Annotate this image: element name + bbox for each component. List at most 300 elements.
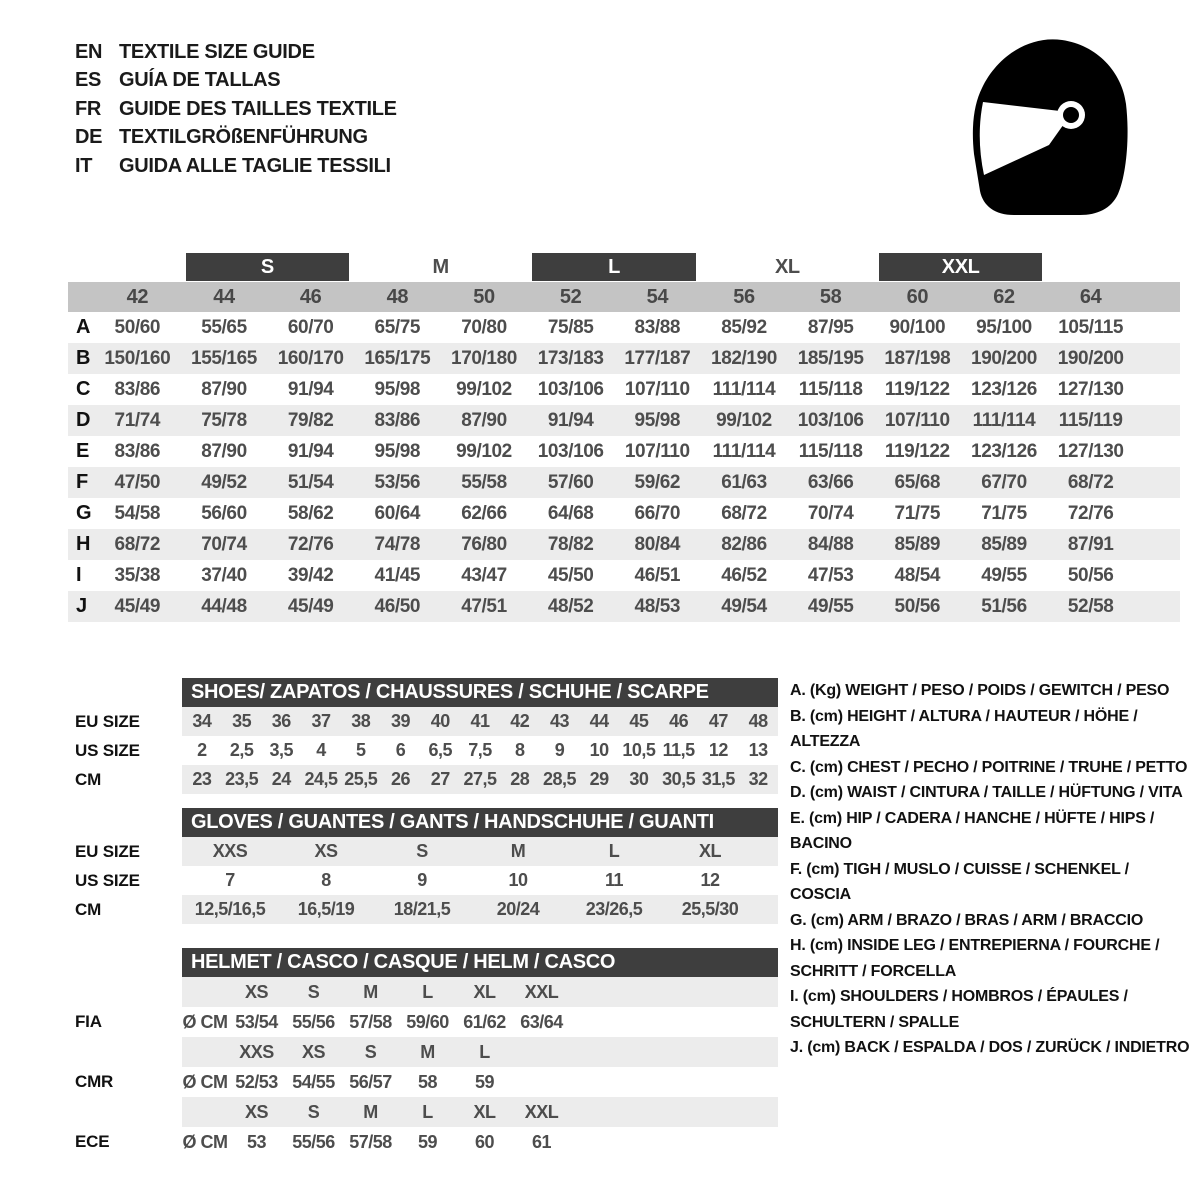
helmet-unit-cell: Ø CM (182, 1131, 228, 1152)
measurement-cell: 99/102 (456, 440, 512, 462)
measurement-cell: 49/55 (981, 564, 1027, 586)
measurement-cell: 68/72 (721, 502, 767, 524)
helmet-value-cell: 59 (474, 1071, 495, 1092)
helmet-size-label-cell: XS (244, 1101, 268, 1122)
size-value-cell: 32 (748, 769, 768, 789)
measurement-cell: 46/50 (374, 595, 421, 617)
apparel-row-b (68, 343, 1180, 374)
shoes-row-label: US SIZE (75, 740, 140, 760)
helmet-unit-spacer (182, 977, 228, 1007)
measurement-cell: 85/89 (894, 533, 941, 555)
helmet-size-cells (182, 1037, 778, 1067)
measurement-cell: 55/58 (461, 471, 507, 493)
measurement-cell: 80/84 (634, 533, 681, 555)
measurement-cell: 173/183 (537, 347, 604, 369)
row-letter: C (76, 378, 91, 400)
helmet-size-label-cell: M (363, 981, 378, 1002)
shoes-cells (182, 707, 778, 736)
size-value-cell: 2,5 (229, 740, 254, 760)
helmet-value-cell: 53/54 (235, 1011, 278, 1032)
size-value-cell: 7 (225, 870, 235, 890)
size-value-cell: 24,5 (304, 769, 338, 789)
measurement-cell: 54/58 (114, 502, 161, 524)
helmet-size-label-cell: XS (301, 1041, 325, 1062)
measurement-legend (790, 678, 1194, 1061)
measurement-cell: 123/126 (971, 378, 1037, 400)
measurement-cell: 48/52 (547, 595, 594, 617)
measurement-cell: 83/86 (374, 409, 421, 431)
helmet-size-row-cmr (70, 1037, 778, 1067)
measurement-cell: 95/98 (634, 409, 681, 431)
apparel-row-f (68, 467, 1180, 498)
size-value-cell: 23 (192, 769, 212, 789)
language-title-block (75, 38, 397, 181)
measurement-cell: 61/63 (721, 471, 767, 493)
legend-item-f: F. (cm) TIGH / MUSLO / CUISSE / SCHENKEL / COSCIA (790, 860, 1129, 903)
size-group-label-xl: XL (774, 255, 800, 278)
measurement-cell: 76/80 (461, 533, 507, 555)
size-group-spacer (68, 252, 181, 282)
size-value-cell: 35 (232, 711, 252, 731)
helmet-size-label-cell: S (307, 981, 320, 1002)
helmet-standard-label: FIA (75, 1012, 102, 1031)
numeric-band-spacer (68, 282, 94, 312)
helmet-value-cell: 59 (417, 1131, 438, 1152)
helmet-unit-spacer (182, 1037, 228, 1067)
measurement-cell: 46/52 (721, 564, 767, 586)
measurement-cell: 70/74 (201, 533, 247, 555)
size-value-cell: 16,5/19 (297, 899, 355, 919)
size-value-cell: 46 (669, 711, 689, 731)
helmet-size-label-cell: XS (244, 981, 268, 1002)
gloves-section (70, 808, 778, 924)
helmet-value-cell: 55/56 (292, 1011, 335, 1032)
measurement-cell: 187/198 (884, 347, 951, 369)
measurement-cell: 103/106 (537, 378, 604, 400)
helmet-size-label-cell: L (422, 1101, 433, 1122)
size-value-cell: 44 (589, 711, 609, 731)
measurement-cell: 127/130 (1057, 440, 1124, 462)
language-row (75, 152, 397, 181)
measurement-cell: 83/86 (114, 378, 161, 400)
measurement-cell: 50/56 (894, 595, 941, 617)
apparel-row-i (68, 560, 1180, 591)
measurement-cell: 65/75 (374, 316, 421, 338)
size-value-cell: 30 (629, 769, 649, 789)
apparel-row-h (68, 529, 1180, 560)
numeric-size-cell: 42 (126, 285, 149, 308)
row-letter: F (76, 471, 88, 493)
gloves-cells (182, 866, 778, 895)
numeric-size-cell: 46 (299, 285, 322, 308)
language-code: EN (75, 40, 103, 63)
size-value-cell: 45 (629, 711, 649, 731)
numeric-size-cell: 56 (733, 285, 755, 308)
gloves-cells (182, 895, 778, 924)
helmet-size-label-cell: S (364, 1041, 377, 1062)
helmet-value-cell: 60 (474, 1131, 495, 1152)
measurement-cell: 107/110 (624, 378, 690, 400)
gloves-row-eu-size (70, 837, 778, 866)
language-code: ES (75, 69, 102, 92)
size-value-cell: 12 (700, 870, 720, 890)
legend-item-e: E. (cm) HIP / CADERA / HANCHE / HÜFTE / HIPS / BACINO (790, 809, 1155, 852)
measurement-cell: 119/122 (884, 378, 950, 400)
language-code: IT (75, 154, 93, 177)
helmet-value-cell: 61/62 (463, 1011, 506, 1032)
measurement-cell: 91/94 (287, 440, 334, 462)
size-value-cell: 28,5 (542, 769, 576, 789)
size-group-spacer (1047, 252, 1134, 282)
measurement-cell: 55/65 (201, 316, 247, 338)
measurement-cell: 47/50 (114, 471, 161, 493)
measurement-cell: 51/56 (981, 595, 1027, 617)
size-value-cell: S (416, 841, 428, 861)
helmet-size-label-cell (513, 1037, 570, 1067)
measurement-cell: 67/70 (981, 471, 1027, 493)
measurement-cell: 49/54 (721, 595, 767, 617)
size-value-cell: 41 (470, 711, 490, 731)
helmet-value-cell: 59/60 (406, 1011, 449, 1032)
size-value-cell: 39 (391, 711, 411, 731)
measurement-cell: 78/82 (547, 533, 594, 555)
measurement-cell: 53/56 (374, 471, 421, 493)
measurement-cell: 45/49 (114, 595, 161, 617)
measurement-cell: 99/102 (716, 409, 772, 431)
helmet-value-cell: 52/53 (235, 1071, 278, 1092)
size-value-cell: 11,5 (662, 740, 695, 760)
numeric-size-cell: 64 (1079, 285, 1102, 308)
language-row (75, 38, 397, 67)
numeric-size-cell: 62 (993, 285, 1015, 308)
helmet-unit-cell: Ø CM (182, 1071, 228, 1092)
row-letter: D (76, 409, 91, 431)
language-title: GUIDE DES TAILLES TEXTILE (119, 97, 397, 120)
measurement-cell: 52/58 (1067, 595, 1114, 617)
helmet-size-label-cell: L (479, 1041, 490, 1062)
legend-item-b: B. (cm) HEIGHT / ALTURA / HAUTEUR / HÖHE / ALTEZZA (790, 707, 1138, 750)
measurement-cell: 82/86 (721, 533, 767, 555)
measurement-cell: 87/90 (461, 409, 507, 431)
helmet-value-cell: 58 (417, 1071, 438, 1092)
legend-item-j: J. (cm) BACK / ESPALDA / DOS / ZURÜCK / INDIETRO (790, 1039, 1190, 1056)
size-value-cell: XL (698, 841, 721, 861)
measurement-cell: 83/86 (114, 440, 161, 462)
helmet-value-row-fia (70, 1007, 778, 1037)
size-value-cell: 23,5 (225, 769, 259, 789)
size-value-cell: 36 (271, 711, 291, 731)
size-value-cell: 25,5 (344, 769, 378, 789)
helmet-size-row-spacer (70, 977, 182, 1007)
measurement-cell: 46/51 (634, 564, 681, 586)
measurement-cell: 74/78 (374, 533, 421, 555)
apparel-row-c (68, 374, 1180, 405)
shoes-row-label: CM (75, 769, 102, 789)
shoes-cells (182, 736, 778, 765)
numeric-size-row (68, 282, 1180, 312)
legend-item-d: D. (cm) WAIST / CINTURA / TAILLE / HÜFTUNG / VITA (790, 784, 1183, 801)
legend-item-g: G. (cm) ARM / BRAZO / BRAS / ARM / BRACCIO (790, 911, 1144, 929)
size-value-cell: 43 (549, 711, 569, 731)
measurement-cell: 48/54 (894, 564, 941, 586)
language-row (75, 95, 397, 124)
measurement-cell: 68/72 (114, 533, 161, 555)
size-value-cell: 40 (430, 711, 450, 731)
language-row (75, 67, 397, 96)
helmet-unit-cell: Ø CM (182, 1011, 228, 1032)
row-letter: J (76, 595, 87, 617)
row-letter: E (76, 440, 89, 462)
helmet-section (70, 948, 778, 1158)
measurement-cell: 95/98 (374, 440, 421, 462)
size-value-cell: 47 (708, 711, 728, 731)
measurement-cell: 160/170 (277, 347, 344, 369)
measurement-cell: 58/62 (287, 502, 334, 524)
racing-helmet-icon (970, 36, 1130, 216)
numeric-size-cell: 44 (213, 285, 235, 308)
helmet-size-row-ece (70, 1097, 778, 1127)
size-value-cell: 27 (430, 769, 450, 789)
size-value-cell: 29 (589, 769, 609, 789)
measurement-cell: 59/62 (634, 471, 681, 493)
legend-item-c: C. (cm) CHEST / PECHO / POITRINE / TRUHE / PETTO (790, 758, 1188, 776)
helmet-standard-label: CMR (75, 1072, 114, 1091)
measurement-cell: 85/92 (721, 316, 767, 338)
measurement-cell: 127/130 (1057, 378, 1124, 400)
helmet-size-row-spacer (70, 1097, 182, 1127)
measurement-cell: 123/126 (971, 440, 1037, 462)
helmet-size-row-spacer (70, 1037, 182, 1067)
legend-item-i: I. (cm) SHOULDERS / HOMBROS / ÉPAULES / SCHULTERN / SPALLE (790, 988, 1128, 1031)
size-value-cell: L (608, 841, 620, 861)
measurement-cell: 57/60 (547, 471, 594, 493)
measurement-cell: 90/100 (889, 316, 946, 338)
measurement-cell: 75/85 (547, 316, 594, 338)
gloves-cells (182, 837, 778, 866)
measurement-cell: 103/106 (537, 440, 604, 462)
shoes-section-header: SHOES/ ZAPATOS / CHAUSSURES / SCHUHE / SCARPE (182, 678, 778, 707)
size-group-label-s: S (186, 253, 349, 281)
measurement-cell: 72/76 (1067, 502, 1114, 524)
measurement-cell: 68/72 (1067, 471, 1114, 493)
apparel-size-table (68, 252, 1180, 622)
helmet-value-cell: 57/58 (349, 1011, 392, 1032)
measurement-cell: 115/118 (798, 440, 863, 462)
language-code: DE (75, 126, 103, 149)
helmet-size-label-cell: XXL (524, 1101, 559, 1122)
helmet-value-cell: 61 (531, 1131, 552, 1152)
size-value-cell: 13 (748, 740, 768, 760)
measurement-cell: 41/45 (374, 564, 421, 586)
size-value-cell: 4 (316, 740, 326, 760)
size-group-header-row (68, 252, 1180, 282)
size-value-cell: 12 (708, 740, 728, 760)
numeric-size-cell: 58 (819, 285, 842, 308)
helmet-value-row-ece (70, 1127, 778, 1157)
language-title: TEXTILE SIZE GUIDE (119, 40, 315, 63)
size-value-cell: 11 (604, 870, 624, 890)
helmet-value-cell: 57/58 (349, 1131, 392, 1152)
apparel-row-d (68, 405, 1180, 436)
measurement-cell: 50/56 (1067, 564, 1114, 586)
size-value-cell: 20/24 (496, 899, 540, 919)
measurement-cell: 115/119 (1058, 409, 1123, 431)
size-value-cell: 6,5 (428, 740, 453, 760)
row-letter: A (76, 316, 91, 338)
helmet-value-cell: 55/56 (292, 1131, 335, 1152)
helmet-size-label-cell: XXS (239, 1041, 274, 1062)
size-value-cell: 30,5 (662, 769, 696, 789)
measurement-cell: 62/66 (461, 502, 507, 524)
measurement-cell: 70/74 (807, 502, 854, 524)
measurement-cell: 70/80 (461, 316, 507, 338)
helmet-size-label-cell: M (363, 1101, 378, 1122)
size-value-cell: 28 (510, 769, 530, 789)
language-title: GUIDA ALLE TAGLIE TESSILI (119, 154, 391, 177)
measurement-cell: 45/50 (547, 564, 594, 586)
measurement-cell: 44/48 (201, 595, 247, 617)
helmet-standard-label: ECE (75, 1132, 110, 1151)
helmet-value-cell: 53 (246, 1131, 267, 1152)
legend-item-a: A. (Kg) WEIGHT / PESO / POIDS / GEWITCH / PESO (790, 682, 1170, 699)
measurement-cell: 48/53 (634, 595, 681, 617)
measurement-cell: 119/122 (884, 440, 950, 462)
size-value-cell: 2 (197, 740, 207, 760)
language-code: FR (75, 97, 102, 120)
shoes-cells (182, 765, 778, 794)
measurement-cell: 37/40 (201, 564, 247, 586)
size-value-cell: 38 (351, 711, 371, 731)
measurement-cell: 91/94 (287, 378, 334, 400)
measurement-cell: 87/95 (807, 316, 854, 338)
measurement-cell: 39/42 (287, 564, 334, 586)
measurement-cell: 71/75 (894, 502, 941, 524)
measurement-cell: 95/98 (374, 378, 421, 400)
helmet-size-label-cell: XXL (524, 981, 559, 1002)
measurement-cell: 155/165 (191, 347, 257, 369)
gloves-row-label: EU SIZE (75, 841, 140, 861)
measurement-cell: 87/91 (1067, 533, 1114, 555)
measurement-cell: 49/55 (807, 595, 854, 617)
measurement-cell: 190/200 (1057, 347, 1124, 369)
language-row (75, 124, 397, 153)
gloves-row-label: CM (75, 899, 102, 919)
measurement-cell: 65/68 (894, 471, 941, 493)
shoes-row-cm (70, 765, 778, 794)
helmet-size-label-cell: XL (473, 981, 496, 1002)
row-letter: H (76, 533, 91, 555)
size-value-cell: 48 (748, 711, 768, 731)
apparel-row-g (68, 498, 1180, 529)
measurement-cell: 103/106 (797, 409, 864, 431)
measurement-cell: 50/60 (114, 316, 161, 338)
gloves-row-label: US SIZE (75, 870, 140, 890)
size-value-cell: 8 (321, 870, 331, 890)
measurement-cell: 170/180 (451, 347, 517, 369)
numeric-size-cell: 50 (473, 285, 495, 308)
numeric-size-cell: 60 (906, 285, 929, 308)
measurement-cell: 56/60 (201, 502, 247, 524)
language-title: GUÍA DE TALLAS (119, 69, 281, 92)
measurement-cell: 87/90 (201, 378, 247, 400)
shoes-row-us-size (70, 736, 778, 765)
size-value-cell: 9 (554, 740, 565, 760)
measurement-cell: 35/38 (114, 564, 161, 586)
measurement-cell: 95/100 (976, 316, 1032, 338)
measurement-cell: 63/66 (807, 471, 854, 493)
legend-item-h: H. (cm) INSIDE LEG / ENTREPIERNA / FOURCHE / SCHRITT / FORCELLA (790, 937, 1160, 980)
apparel-row-e (68, 436, 1180, 467)
measurement-cell: 85/89 (981, 533, 1027, 555)
helmet-size-label-cell: L (422, 981, 433, 1002)
helmet-value-row-cmr (70, 1067, 778, 1097)
helmet-size-label-cell: S (307, 1101, 320, 1122)
measurement-cell: 43/47 (461, 564, 507, 586)
size-value-cell: 8 (514, 740, 525, 760)
measurement-cell: 111/114 (712, 378, 776, 400)
measurement-cell: 71/75 (981, 502, 1027, 524)
numeric-size-cell: 48 (386, 285, 409, 308)
measurement-cell: 64/68 (547, 502, 594, 524)
helmet-unit-spacer (182, 1097, 228, 1127)
size-value-cell: 34 (192, 711, 212, 731)
measurement-cell: 51/54 (287, 471, 334, 493)
size-value-cell: 37 (311, 711, 331, 731)
size-value-cell: 24 (271, 769, 291, 789)
size-value-cell: 18/21,5 (393, 899, 451, 919)
size-value-cell: 31,5 (701, 769, 735, 789)
measurement-cell: 75/78 (201, 409, 247, 431)
size-group-label-m: M (432, 255, 449, 278)
size-value-cell: 23/26,5 (585, 899, 643, 919)
helmet-value-cell: 63/64 (520, 1011, 563, 1032)
measurement-cell: 107/110 (884, 409, 950, 431)
helmet-value-cell: 56/57 (349, 1071, 392, 1092)
measurement-cell: 60/70 (287, 316, 334, 338)
measurement-cell: 87/90 (201, 440, 247, 462)
helmet-value-cell (513, 1067, 570, 1097)
language-title: TEXTILGRÖßENFÜHRUNG (119, 126, 368, 149)
size-value-cell: 6 (395, 740, 406, 760)
measurement-cell: 91/94 (547, 409, 594, 431)
shoes-section (70, 678, 778, 794)
size-value-cell: 3,5 (269, 740, 294, 760)
helmet-value-cells (182, 1067, 778, 1097)
measurement-cell: 47/53 (807, 564, 854, 586)
measurement-cell: 150/160 (104, 347, 171, 369)
measurement-cell: 99/102 (456, 378, 512, 400)
shoes-row-label: EU SIZE (75, 711, 140, 731)
measurement-cell: 49/52 (201, 471, 247, 493)
numeric-size-cell: 54 (646, 285, 669, 308)
gloves-row-us-size (70, 866, 778, 895)
size-value-cell: 5 (356, 740, 366, 760)
shoes-row-eu-size (70, 707, 778, 736)
size-value-cell: 27,5 (463, 769, 497, 789)
measurement-cell: 66/70 (634, 502, 681, 524)
size-value-cell: 42 (510, 711, 530, 731)
measurement-cell: 165/175 (364, 347, 431, 369)
measurement-cell: 111/114 (712, 440, 776, 462)
size-value-cell: 10,5 (622, 740, 656, 760)
helmet-value-cell: 54/55 (292, 1071, 335, 1092)
measurement-cell: 115/118 (798, 378, 863, 400)
measurement-cell: 60/64 (374, 502, 421, 524)
helmet-size-label-cell: XL (473, 1101, 496, 1122)
measurement-cell: 182/190 (711, 347, 777, 369)
helmet-size-cells (182, 1097, 778, 1127)
size-group-label-xxl: XXL (879, 253, 1042, 281)
